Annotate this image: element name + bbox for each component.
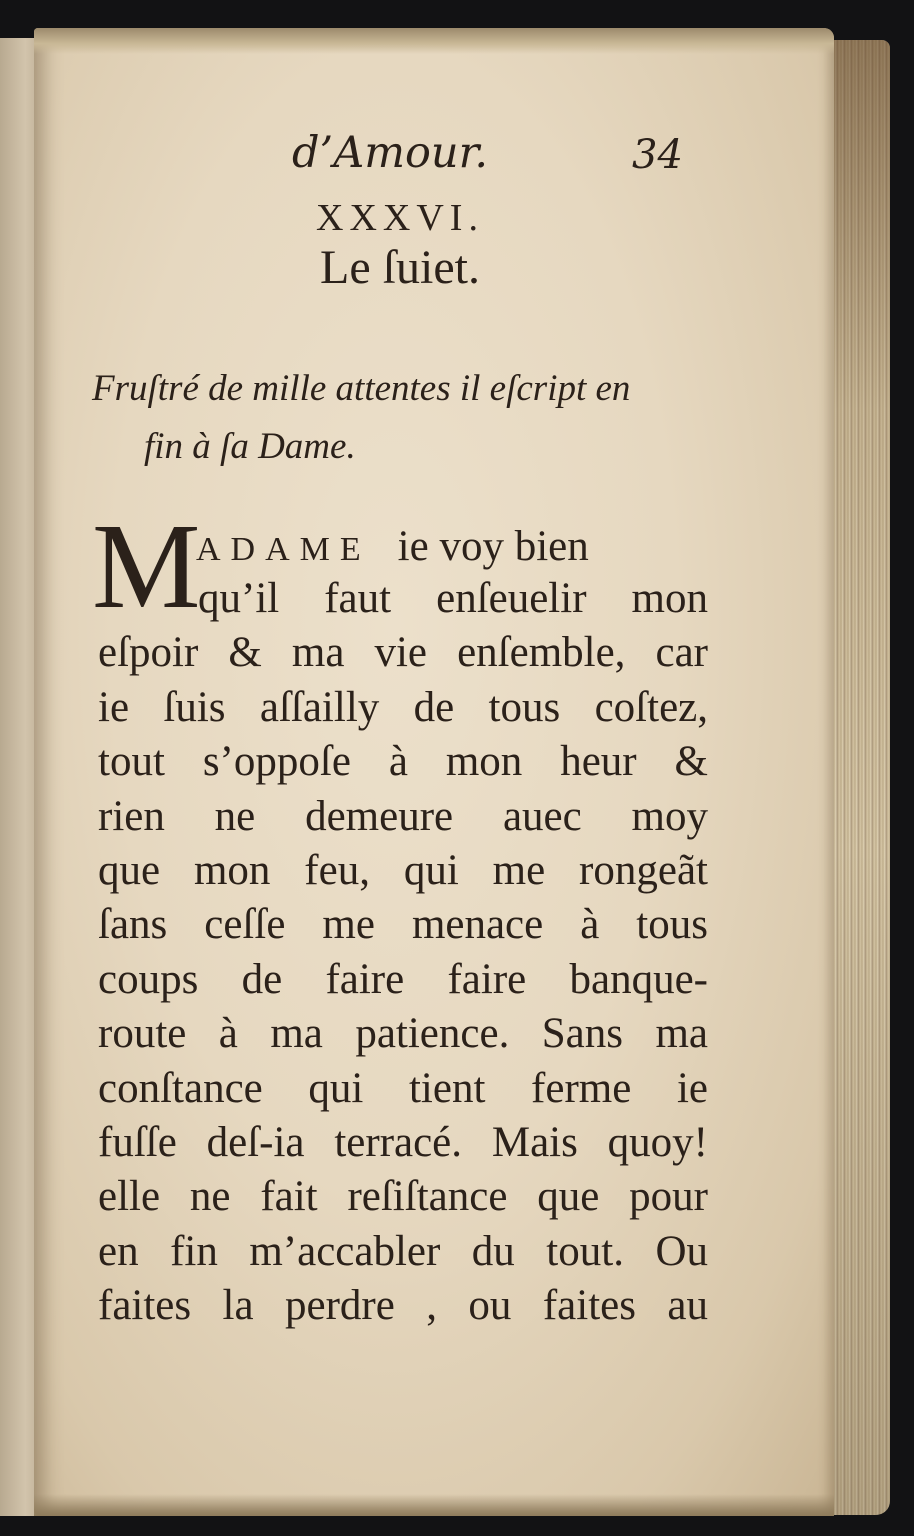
opening-rest: ie voy bien [397,523,589,570]
text-line: route à ma patience. Sans ma [98,1010,708,1058]
opening-line [196,520,589,571]
summary-line: Fruſtré de mille attentes il eſcript en [92,368,631,409]
text-line: fuſſe deſ-ia terracé. Mais quoy! [98,1118,708,1166]
chapter-summary [92,360,712,476]
text-line: conſtance qui tient ferme ie [98,1064,708,1112]
text-line: rien ne demeure auec moy [98,792,708,840]
text-line: ſans ceſſe me menace à tous [98,901,708,949]
body-text [98,572,708,1333]
text-line: eſpoir & ma vie enſemble, car [98,629,708,677]
text-line: tout s’oppoſe à mon heur & [98,738,708,786]
chapter-title: Le ſuiet. [320,241,480,294]
summary-line: fin à ſa Dame. [144,426,356,467]
text-line: elle ne fait reſiſtance que pour [98,1173,708,1221]
text-line: qu’il faut enſeuelir mon [198,575,708,622]
drop-cap: M [92,499,201,634]
text-line: que mon feu, qui me rongeãt [98,846,708,894]
page-number: 34 [632,132,683,178]
chapter-number: XXXVI. [316,197,484,239]
opening-small-caps: ADAME [196,531,371,568]
text-line: coups de faire faire banque- [98,955,708,1003]
text-line: en fin m’accabler du tout. Ou [98,1227,708,1275]
text-line: faites la perdre , ou faites au [98,1282,708,1330]
running-head: d’Amour. [292,128,489,178]
text-line: ie ſuis aſſailly de tous coſtez, [98,683,708,731]
